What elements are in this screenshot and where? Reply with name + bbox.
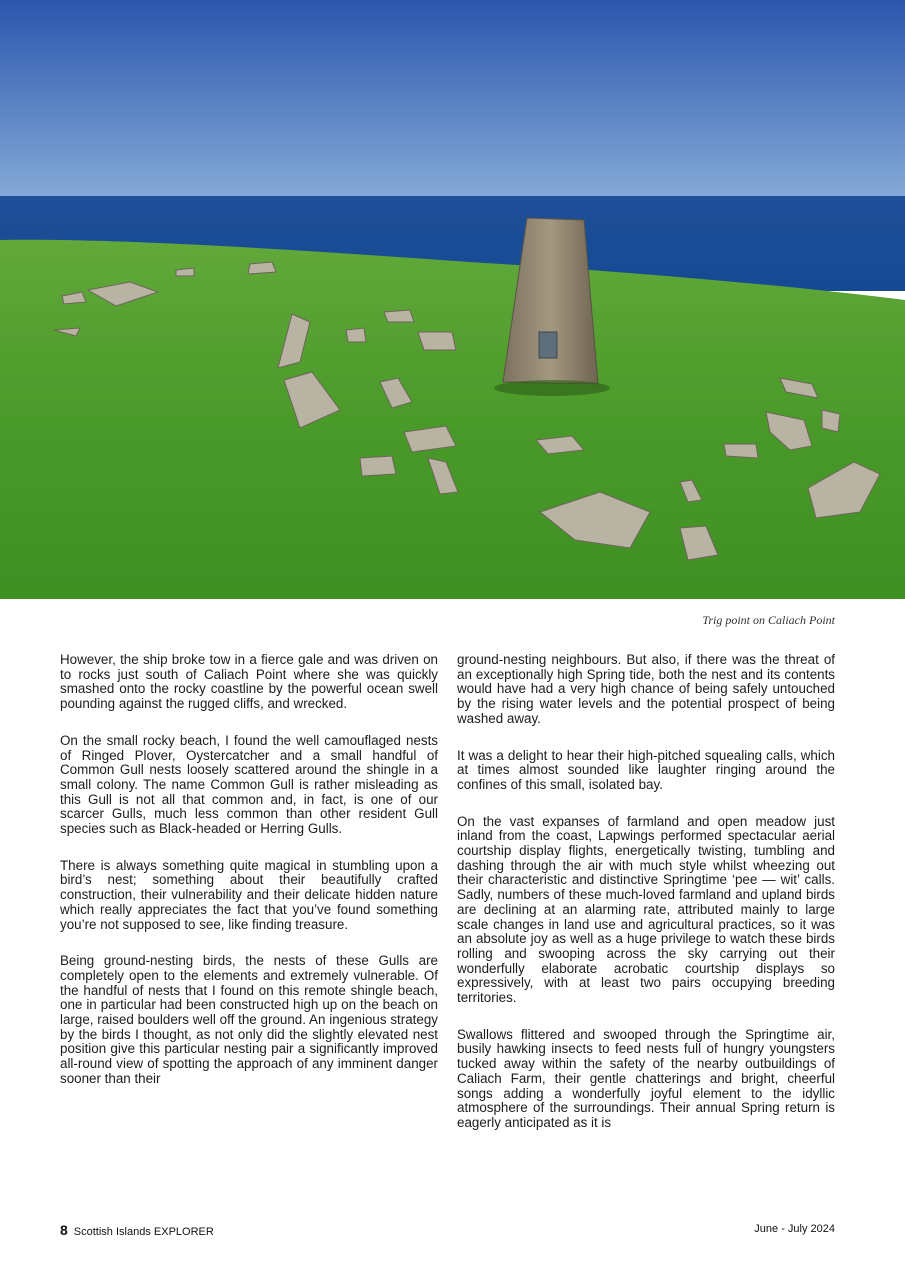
trig-point-photo bbox=[0, 0, 905, 599]
left-column bbox=[60, 653, 438, 1109]
page-number: 8 bbox=[60, 1222, 68, 1238]
paragraph: There is always something quite magical in stumbling upon a bird’s nest; something about their beautifully crafted construction, their vulnerability and their delicate hidden nature which really appreciates the fact that you’ve found something you’re not supposed to see, like finding treasure. bbox=[60, 857, 438, 932]
hero-photo bbox=[0, 0, 905, 599]
issue-date: June - July 2024 bbox=[754, 1223, 835, 1235]
publication-name: Scottish Islands EXPLORER bbox=[73, 1226, 214, 1238]
paragraph: ground-nesting neighbours. But also, if there was the threat of an exceptionally high Spring tide, both the nest and its contents would have had a very high chance of being safely untouched by the rising water levels and the potential prospect of being washed away. bbox=[457, 652, 835, 726]
paragraph: On the vast expanses of farmland and open meadow just inland from the coast, Lapwings performed spectacular aerial courtship display flights, energetically twisting, tumbling and dashing through the air with much style whilst wheezing out their characteristic and distinctive Springtime ‘pee — wit’ calls. Sadly, numbers of these much-loved farmland and upland birds are declining at an alarming rate, attributed mainly to large scale changes in land use and agricultural practices, so it was an absolute joy as well as a huge privilege to watch these birds rolling and swooping across the sky carrying out their wonderfully elaborate acrobatic courtship displays so expressively, with at least two pairs occupying breeding territories. bbox=[457, 813, 835, 1006]
sky bbox=[0, 0, 905, 200]
footer-left bbox=[60, 1222, 214, 1238]
paragraph: Swallows flittered and swooped through the Springtime air, busily hawking insects to feed nests full of hungry youngsters tucked away within the safety of the nearby outbuildings of Caliach Farm, their gentle chatterings and bright, cheerful songs adding a wonderfully joyful element to the idyllic atmosphere of the surroundings. Their annual Spring return is eagerly anticipated as it is bbox=[457, 1026, 835, 1130]
photo-caption: Trig point on Caliach Point bbox=[702, 613, 835, 627]
paragraph: Being ground-nesting birds, the nests of these Gulls are completely open to the elements and extremely vulnerable. Of the handful of nests that I found on this remote shingle beach, one in particular had been constructed high up on the beach on large, raised boulders well off the ground. An ingenious strategy by the birds I thought, as not only did the slightly elevated nest position give this particular nesting pair a significantly improved all-round view of spotting the approach of any imminent danger sooner than their bbox=[60, 953, 438, 1086]
paragraph: On the small rocky beach, I found the well camouflaged nests of Ringed Plover, Oystercatcher and a small handful of Common Gull nests loosely scattered around the shingle in a small colony. The name Common Gull is rather misleading as this Gull is not all that common and, in fact, is one of our scarcer Gulls, much less common than other resident Gull species such as Black-headed or Herring Gulls. bbox=[60, 732, 438, 837]
paragraph: It was a delight to hear their high-pitched squealing calls, which at times almost sounded like laughter ringing around the confines of this small, isolated bay. bbox=[457, 747, 835, 792]
paragraph: However, the ship broke tow in a fierce gale and was driven on to rocks just south of Caliach Point where she was quickly smashed onto the rocky coastline by the powerful ocean swell pounding against the rugged cliffs, and wrecked. bbox=[60, 652, 438, 712]
right-column bbox=[457, 653, 835, 1153]
